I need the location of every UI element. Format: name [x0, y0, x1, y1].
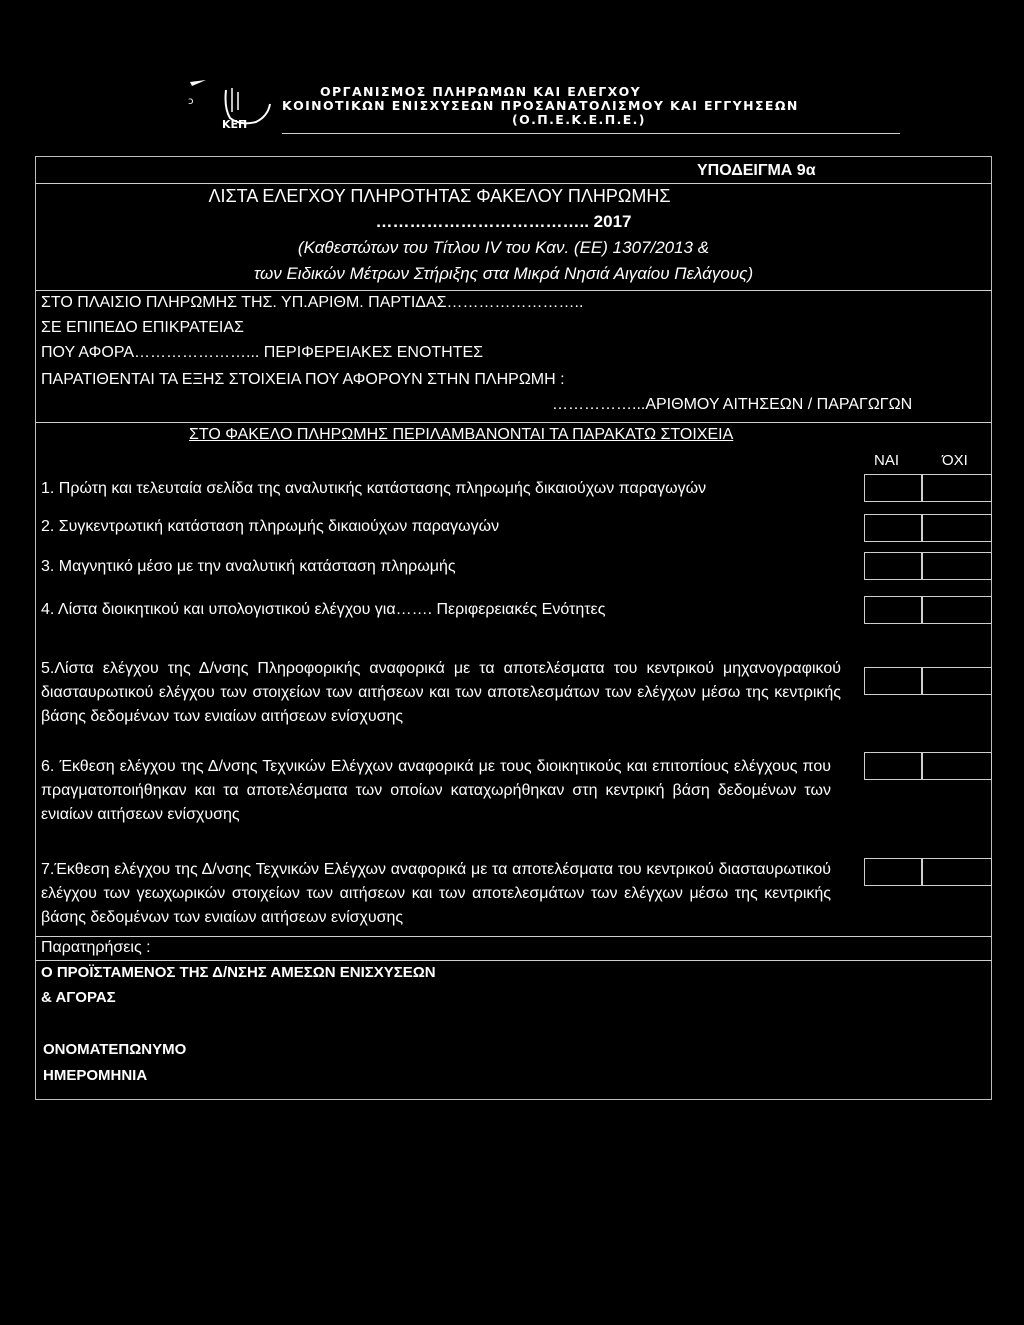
rule [35, 936, 992, 937]
concerns-line: ΠΟΥ ΑΦΟΡΑ…………………... ΠΕΡΙΦΕΡΕΙΑΚΕΣ ΕΝΟΤΗΤΕΣ [41, 344, 484, 361]
level-line: ΣΕ ΕΠΙΠΕΔΟ ΕΠΙΚΡΑΤΕΙΑΣ [41, 319, 244, 336]
column-no-label: ΌΧΙ [942, 452, 968, 469]
item-5-no-checkbox[interactable] [922, 667, 992, 695]
item-1-yes-checkbox[interactable] [864, 474, 922, 502]
header-rule [282, 133, 900, 134]
item-1: 1. Πρώτη και τελευταία σελίδα της αναλυτικής κατάστασης πληρωμής δικαιούχων παραγωγών [41, 480, 707, 497]
item-3-no-checkbox[interactable] [922, 552, 992, 580]
organization-logo [186, 78, 276, 134]
rule [35, 422, 992, 423]
item-4: 4. Λίστα διοικητικού και υπολογιστικού ελέγχου για……. Περιφερειακές Ενότητες [41, 601, 606, 618]
org-name-line1: ΟΡΓΑΝΙΣΜΟΣ ΠΛΗΡΩΜΩΝ ΚΑΙ ΕΛΕΓΧΟΥ [320, 84, 642, 99]
item-7: 7.Έκθεση ελέγχου της Δ/νσης Τεχνικών Ελέγχων αναφορικά με τα αποτελέσματα του κεντρικού διασταυρωτικού ελέγχου των γεωχωρικών στοιχείων των αιτήσεων και των αποτελεσμάτων των ελέγχων μέσω της κεντρικής βάσης δεδομένων των ενιαίων αιτήσεων ενίσχυσης [41, 861, 831, 926]
column-yes-label: ΝΑΙ [874, 452, 900, 469]
item-2-no-checkbox[interactable] [922, 514, 992, 542]
rule [35, 183, 992, 184]
subtitle-line2: των Ειδικών Μέτρων Στήριξης στα Μικρά Νησιά Αιγαίου Πελάγους) [253, 264, 754, 283]
item-4-no-checkbox[interactable] [922, 596, 992, 624]
item-3: 3. Μαγνητικό μέσο με την αναλυτική κατάσταση πληρωμής [41, 558, 456, 575]
signatory-title-line1: Ο ΠΡΟΪΣΤΑΜΕΝΟΣ ΤΗΣ Δ/ΝΣΗΣ ΑΜΕΣΩΝ ΕΝΙΣΧΥΣΕΩΝ [41, 964, 436, 981]
name-label: ΟΝΟΜΑΤΕΠΩΝΥΜΟ [43, 1041, 187, 1058]
item-4-yes-checkbox[interactable] [864, 596, 922, 624]
subtitle-line1: (Καθεστώτων του Τίτλου IV του Καν. (ΕΕ) 1307/2013 & [297, 238, 710, 257]
item-2: 2. Συγκεντρωτική κατάσταση πληρωμής δικαιούχων παραγωγών [41, 518, 500, 535]
date-label: ΗΜΕΡΟΜΗΝΙΑ [43, 1067, 148, 1084]
item-5-yes-checkbox[interactable] [864, 667, 922, 695]
folder-heading: ΣΤΟ ΦΑΚΕΛΟ ΠΛΗΡΩΜΗΣ ΠΕΡΙΛΑΜΒΑΝΟΝΤΑΙ ΤΑ ΠΑΡΑΚΑΤΩ ΣΤΟΙΧΕΙΑ [189, 426, 734, 443]
item-1-no-checkbox[interactable] [922, 474, 992, 502]
sample-label: ΥΠΟΔΕΙΓΜΑ 9α [697, 162, 816, 179]
item-5: 5.Λίστα ελέγχου της Δ/νσης Πληροφορικής αναφορικά με τα αποτελέσματα του κεντρικού μηχανογραφικού διασταυρωτικού ελέγχου των στοιχείων των αιτήσεων και των αποτελεσμάτων των ελέγχων μέσω της κεντρικής βάσης δεδομένων των ενιαίων αιτήσεων ενίσχυσης [41, 660, 841, 725]
attached-line: ΠΑΡΑΤΙΘΕΝΤΑΙ ΤΑ ΕΞΗΣ ΣΤΟΙΧΕΙΑ ΠΟΥ ΑΦΟΡΟΥΝ ΣΤΗΝ ΠΛΗΡΩΜΗ : [41, 371, 565, 388]
applications-count-line: ……………...ΑΡΙΘΜΟΥ ΑΙΤΗΣΕΩΝ / ΠΑΡΑΓΩΓΩΝ [552, 396, 913, 413]
svg-text:ɔ: ɔ [188, 96, 194, 107]
item-2-yes-checkbox[interactable] [864, 514, 922, 542]
payment-batch-line: ΣΤΟ ΠΛΑΙΣΙΟ ΠΛΗΡΩΜΗΣ ΤΗΣ. ΥΠ.ΑΡΙΘΜ. ΠΑΡΤΙΔΑΣ…………………….. [41, 294, 584, 311]
form-title: ΛΙΣΤΑ ΕΛΕΓΧΟΥ ΠΛΗΡΟΤΗΤΑΣ ΦΑΚΕΛΟΥ ΠΛΗΡΩΜΗΣ [208, 186, 671, 206]
rule [35, 960, 992, 961]
org-name-line2: ΚΟΙΝΟΤΙΚΩΝ ΕΝΙΣΧΥΣΕΩΝ ΠΡΟΣΑΝΑΤΟΛΙΣΜΟΥ ΚΑΙ ΕΓΓΥΗΣΕΩΝ [282, 98, 799, 113]
item-6-yes-checkbox[interactable] [864, 752, 922, 780]
year-line: ……………………………….. 2017 [375, 212, 632, 231]
rule [35, 290, 992, 291]
remarks-label: Παρατηρήσεις : [41, 939, 151, 956]
signatory-title-line2: & ΑΓΟΡΑΣ [41, 989, 116, 1006]
org-acronym: (Ο.Π.Ε.Κ.Ε.Π.Ε.) [512, 112, 646, 127]
item-6: 6. Έκθεση ελέγχου της Δ/νσης Τεχνικών Ελέγχων αναφορικά με τους διοικητικούς και επιτοπίους ελέγχους που πραγματοποιήθηκαν και τα αποτελέσματα των οποίων καταχωρήθηκαν στη κεντρική βάση δεδομένων των ενιαίων αιτήσεων ενίσχυσης [41, 758, 831, 823]
svg-text:ΚΕΠ: ΚΕΠ [222, 118, 248, 131]
item-7-no-checkbox[interactable] [922, 858, 992, 886]
item-7-yes-checkbox[interactable] [864, 858, 922, 886]
item-3-yes-checkbox[interactable] [864, 552, 922, 580]
item-6-no-checkbox[interactable] [922, 752, 992, 780]
